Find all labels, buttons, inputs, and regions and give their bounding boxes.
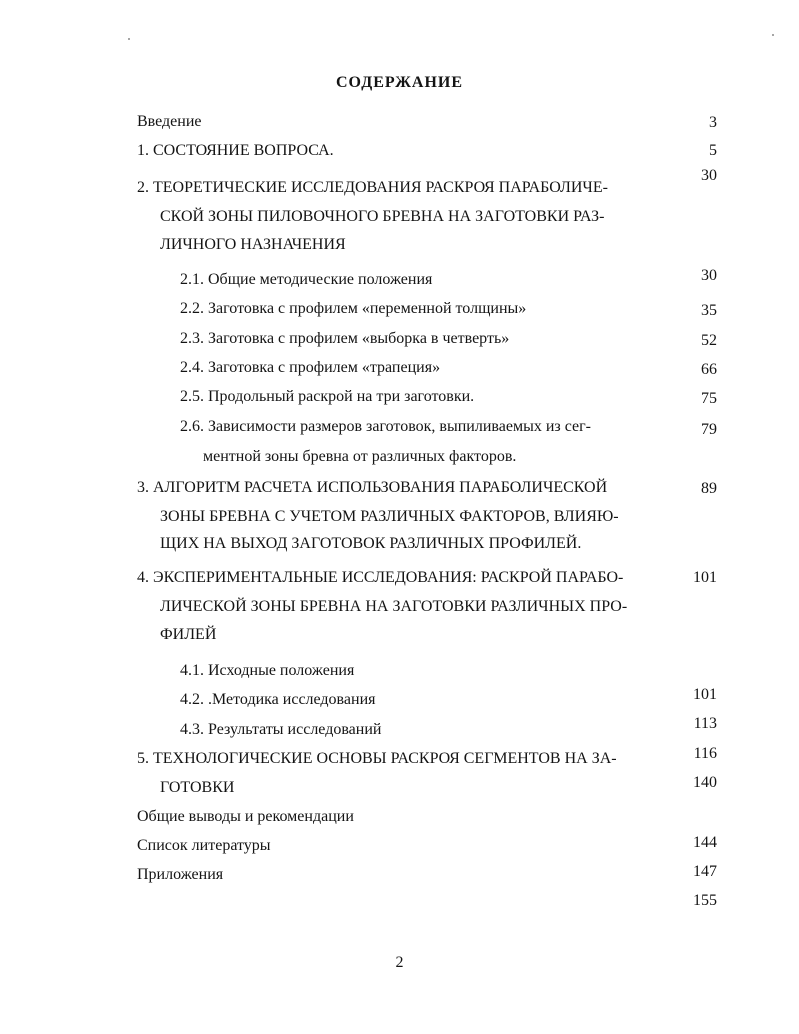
toc-page-number: 155 <box>693 892 717 909</box>
toc-entry-4-1[interactable]: 4.1. Исходные положения <box>180 662 355 679</box>
toc-entry-section-3-line-3[interactable]: ЩИХ НА ВЫХОД ЗАГОТОВОК РАЗЛИЧНЫХ ПРОФИЛЕЙ. <box>160 535 582 552</box>
toc-page-number: 30 <box>701 167 717 184</box>
toc-entry-section-2-line-2[interactable]: СКОЙ ЗОНЫ ПИЛОВОЧНОГО БРЕВНА НА ЗАГОТОВКИ РАЗ- <box>160 208 605 225</box>
toc-page-number: 101 <box>693 686 717 703</box>
toc-page-number: 75 <box>701 390 717 407</box>
toc-page-number: 35 <box>701 302 717 319</box>
toc-entry-introduction[interactable]: Введение <box>137 113 202 130</box>
toc-entry-section-2-line-3[interactable]: ЛИЧНОГО НАЗНАЧЕНИЯ <box>160 236 346 253</box>
toc-entry-references[interactable]: Список литературы <box>137 837 271 854</box>
page-footer-number: 2 <box>395 954 404 971</box>
toc-entry-2-3[interactable]: 2.3. Заготовка с профилем «выборка в четверть» <box>180 330 510 347</box>
toc-entry-section-4-line-3[interactable]: ФИЛЕЙ <box>160 626 217 643</box>
toc-entry-2-2[interactable]: 2.2. Заготовка с профилем «переменной толщины» <box>180 300 527 317</box>
toc-page-number: 79 <box>701 421 717 438</box>
toc-entry-4-3[interactable]: 4.3. Результаты исследований <box>180 721 382 738</box>
toc-page-number: 147 <box>693 863 717 880</box>
toc-entry-2-6[interactable]: 2.6. Зависимости размеров заготовок, выпиливаемых из сег- <box>180 418 591 435</box>
toc-entry-section-4[interactable]: 4. ЭКСПЕРИМЕНТАЛЬНЫЕ ИССЛЕДОВАНИЯ: РАСКРОЙ ПАРАБО- <box>137 569 624 586</box>
toc-page-number: 113 <box>693 715 717 732</box>
toc-entry-appendices[interactable]: Приложения <box>137 866 224 883</box>
toc-entry-section-3[interactable]: 3. АЛГОРИТМ РАСЧЕТА ИСПОЛЬЗОВАНИЯ ПАРАБОЛИЧЕСКОЙ <box>137 479 608 496</box>
toc-page-number: 89 <box>701 480 717 497</box>
toc-entry-2-1[interactable]: 2.1. Общие методические положения <box>180 271 433 288</box>
toc-entry-section-5-line-2[interactable]: ГОТОВКИ <box>160 779 235 796</box>
toc-entry-section-2[interactable]: 2. ТЕОРЕТИЧЕСКИЕ ИССЛЕДОВАНИЯ РАСКРОЯ ПАРАБОЛИЧЕ- <box>137 179 608 196</box>
toc-entry-2-6-line-2[interactable]: ментной зоны бревна от различных факторов. <box>203 448 517 465</box>
toc-entry-2-4[interactable]: 2.4. Заготовка с профилем «трапеция» <box>180 359 441 376</box>
toc-page-number: 30 <box>701 267 717 284</box>
scan-speck <box>128 38 130 40</box>
toc-page-number: 101 <box>693 569 717 586</box>
toc-page-number: 5 <box>709 142 717 159</box>
toc-entry-conclusions[interactable]: Общие выводы и рекомендации <box>137 808 354 825</box>
toc-entry-section-5[interactable]: 5. ТЕХНОЛОГИЧЕСКИЕ ОСНОВЫ РАСКРОЯ СЕГМЕНТОВ НА ЗА- <box>137 750 617 767</box>
toc-page-number: 140 <box>693 774 717 791</box>
toc-page-number: 144 <box>693 834 717 851</box>
toc-page-number: 3 <box>709 114 717 131</box>
toc-entry-4-2[interactable]: 4.2. .Методика исследования <box>180 691 376 708</box>
toc-page-number: 66 <box>701 361 717 378</box>
page-title: СОДЕРЖАНИЕ <box>335 74 464 91</box>
toc-entry-section-4-line-2[interactable]: ЛИЧЕСКОЙ ЗОНЫ БРЕВНА НА ЗАГОТОВКИ РАЗЛИЧНЫХ ПРО- <box>160 598 628 615</box>
toc-entry-section-1[interactable]: 1. СОСТОЯНИЕ ВОПРОСА. <box>137 142 334 159</box>
scan-speck <box>772 34 774 36</box>
toc-entry-2-5[interactable]: 2.5. Продольный раскрой на три заготовки. <box>180 388 475 405</box>
toc-page-number: 116 <box>693 745 717 762</box>
toc-page-number: 52 <box>701 332 717 349</box>
toc-entry-section-3-line-2[interactable]: ЗОНЫ БРЕВНА С УЧЕТОМ РАЗЛИЧНЫХ ФАКТОРОВ, ВЛИЯЮ- <box>160 508 619 525</box>
